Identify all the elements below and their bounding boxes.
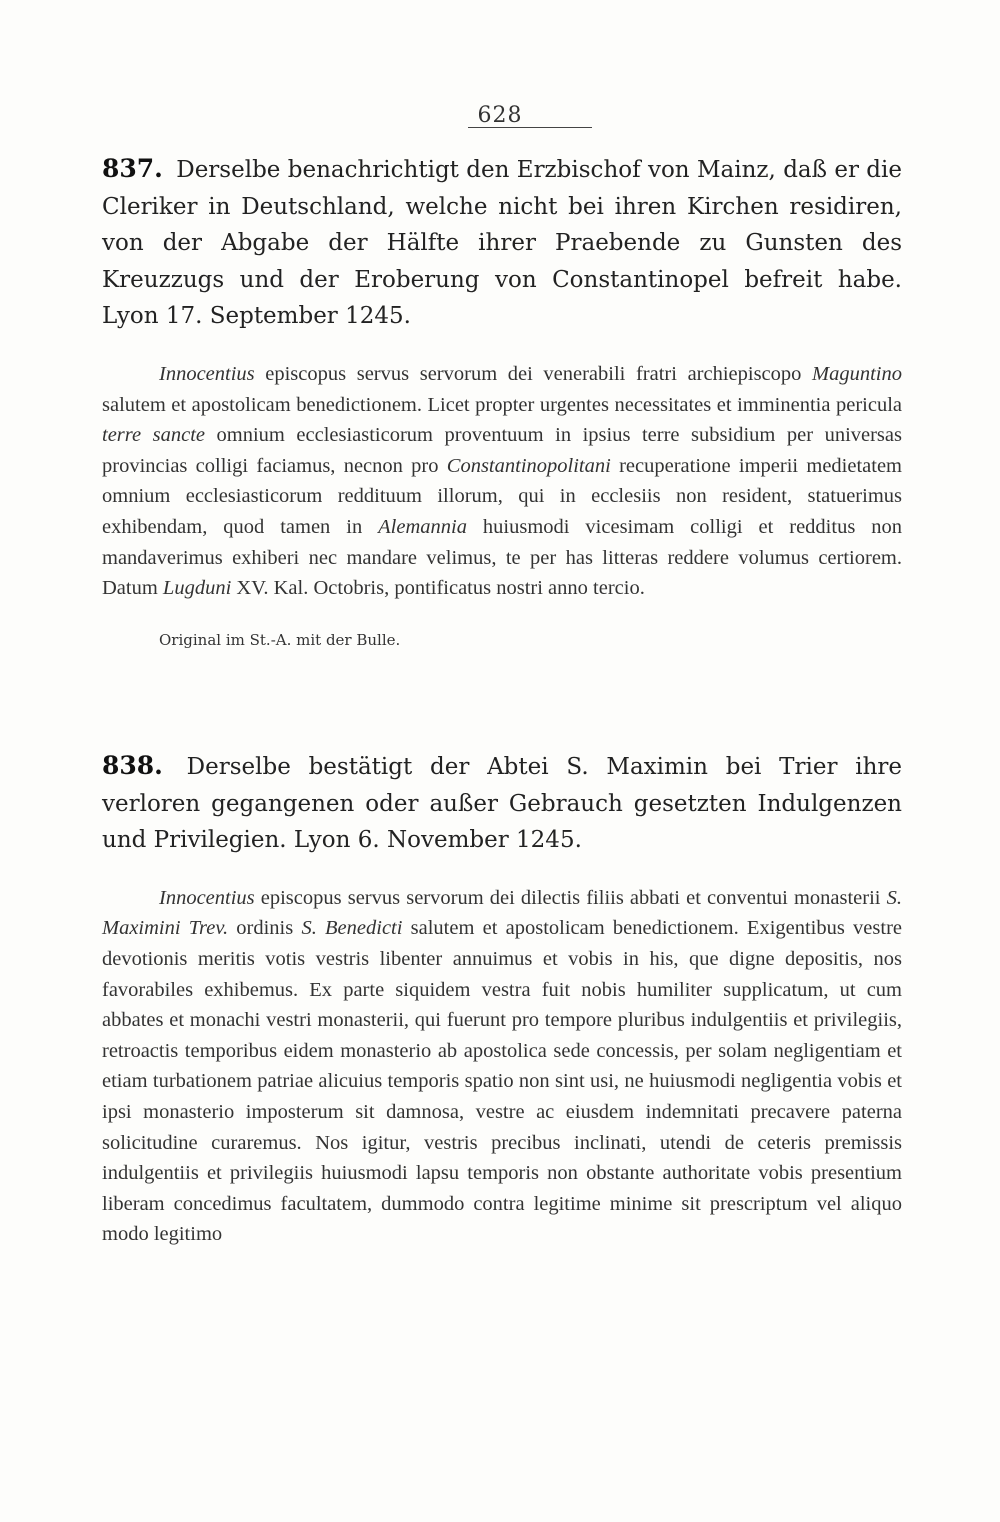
latin-name-italic: Innocentius xyxy=(159,362,255,385)
latin-text-838 xyxy=(102,883,902,1250)
latin-text-run: recuperatione imperii medietatem omnium ecclesiasticorum reddituum illorum, qui in ecclesiis non resident, statuerimus exhibendam, quod tamen in xyxy=(102,454,902,538)
latin-text-run: salutem et apostolicam benedictionem. Licet propter urgentes necessitates et imminentia pericula xyxy=(102,393,902,416)
regest-text: Derselbe benachrichtigt den Erzbischof von Mainz, daß er die Cleriker in Deutschland, welche nicht bei ihren Kirchen residiren, von der Abgabe der Hälfte ihrer Praebende zu Gunsten des Kreuzzugs und der Eroberung von Constantinopel befreit habe. Lyon 17. September 1245. xyxy=(102,157,902,330)
latin-name-italic: Constantinopolitani xyxy=(446,454,611,477)
latin-text-837 xyxy=(102,359,902,604)
regest-837 xyxy=(102,151,902,335)
entry-number: 837. xyxy=(102,154,163,183)
page-number: 628 xyxy=(477,103,523,128)
regest-text: Derselbe bestätigt der Abtei S. Maximin bei Trier ihre verloren gegangenen oder außer Gebrauch gesetzten Indulgenzen und Privilegien. Lyon 6. November 1245. xyxy=(102,754,903,854)
latin-text-run: episcopus servus servorum dei venerabili fratri archiepiscopo xyxy=(254,362,813,385)
latin-text-run: XV. Kal. Octobris, pontificatus nostri anno tercio. xyxy=(231,577,645,600)
latin-text-run: episcopus servus servorum dei dilectis filiis abbati et conventui monasterii xyxy=(254,886,887,909)
regest-838 xyxy=(102,748,902,859)
latin-text-run: salutem et apostolicam benedictionem. Exigentibus vestre devotionis meritis votis vestris libenter annuimus et vobis in his, que digne depositis, nos favorabiles exhibemus. Ex parte siquidem vestra fuit nobis humiliter supplicatum, ut cum abbates et monachi vestri monasterii, qui fuerunt pro tempore pluribus indulgentiis et privilegiis, retroactis temporibus eidem monasterio ab apostolica sede concessis, per solam negligentiam et etiam turbationem patriae alicuius temporis spatio non sint usi, ne huiusmodi negligentia vobis et ipsi monasterio imposterum sit damnosa, vestre ac eiusdem indemnitati precavere paterna solicitudine curaremus. Nos igitur, vestris precibus inclinati, utendi de ceteris premissis indulgentiis et privilegiis huiusmodi lapsu temporis non obstante authoritate vobis presentium liberam concedimus facultatem, dummodo contra legitime minime sit prescriptum vel aliquo modo legitimo xyxy=(102,917,903,1246)
latin-name-italic: terre sancte xyxy=(102,424,205,447)
entry-838 xyxy=(102,748,902,1250)
latin-name-italic: Innocentius xyxy=(159,886,255,909)
entry-number: 838. xyxy=(102,751,163,780)
latin-name-italic: Maguntino xyxy=(812,362,902,385)
latin-text-run: huiusmodi vicesimam colligi et redditus non mandaverimus exhiberi nec mandare velimus, te per has litteras reddere volumus certiorem. Datum xyxy=(102,515,902,600)
latin-name-italic: S. Benedicti xyxy=(301,917,403,940)
latin-name-italic: Lugduni xyxy=(162,577,232,600)
latin-text-run: ordinis xyxy=(228,917,302,940)
latin-name-italic: S. Maximini Trev. xyxy=(102,886,902,940)
latin-text-run: omnium ecclesiasticorum proventuum in ipsius terre subsidium per universas provincias colligi faciamus, necnon pro xyxy=(102,424,902,477)
source-note: Original im St.-A. mit der Bulle. xyxy=(159,630,401,649)
page-number-rule xyxy=(468,127,592,128)
latin-name-italic: Alemannia xyxy=(378,515,467,538)
entry-837 xyxy=(102,151,902,649)
